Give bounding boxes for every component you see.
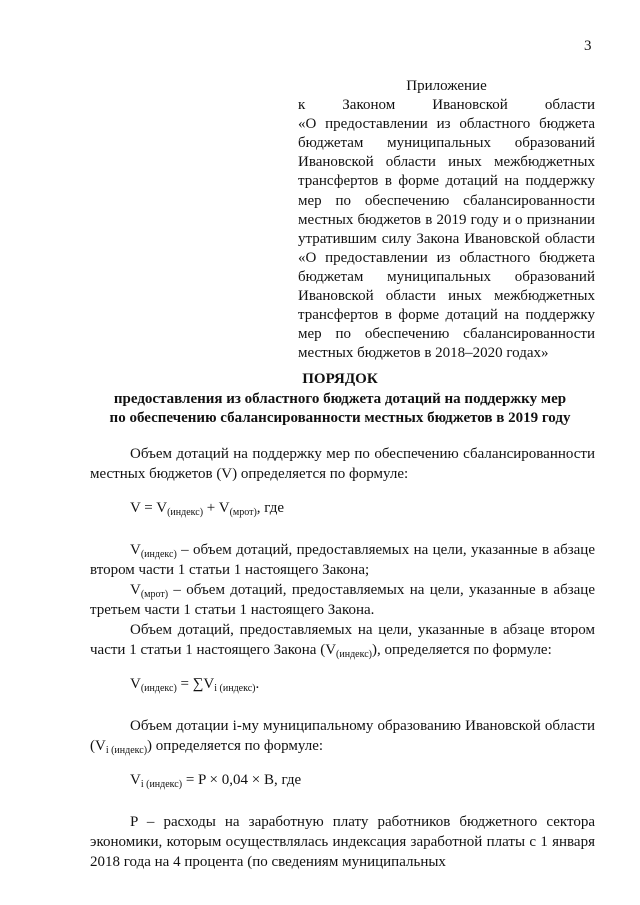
appendix-line: «О предоставлении из областного бюджета <box>298 116 595 133</box>
page-number: 3 <box>584 38 592 54</box>
symbol-subscript: (индекс) <box>140 549 177 560</box>
definition-text: – объем дотаций, предоставляемых на цели, указанные в абзаце третьем части 1 статьи 1 настоящего Закона. <box>90 582 595 618</box>
symbol-subscript: (индекс) <box>336 649 372 660</box>
appendix-line: мер по обеспечению сбалансированности <box>298 192 595 209</box>
paragraph-text: ) определяется по формуле: <box>147 738 324 754</box>
appendix-line: местных бюджетов в 2019 году и о признании <box>298 211 595 228</box>
heading-line: предоставления из областного бюджета дотаций на поддержку мер <box>113 390 567 407</box>
formula-subscript: (индекс) <box>140 683 177 694</box>
appendix-line: утратившим силу Закона Ивановской области <box>298 230 595 247</box>
document-body <box>90 444 595 872</box>
formula-municipal <box>90 770 595 790</box>
symbol: V <box>130 542 141 558</box>
paragraph-definition <box>90 580 595 620</box>
symbol-subscript: (мрот) <box>140 589 169 600</box>
formula-part: V = V <box>130 500 168 516</box>
appendix-line: «О предоставлении из областного бюджета <box>298 249 595 266</box>
formula-part: V <box>130 772 141 788</box>
formula-part: , где <box>256 500 284 516</box>
appendix-line: трансфертов в форме дотаций на поддержку <box>298 173 595 190</box>
appendix-title: Приложение <box>406 78 487 94</box>
formula-subscript: i (индекс) <box>214 683 256 694</box>
formula-subscript: i (индекс) <box>140 779 183 790</box>
symbol-subscript: i (индекс) <box>105 745 148 756</box>
appendix-line: Ивановской области иных межбюджетных <box>298 288 595 305</box>
formula-total <box>90 498 595 518</box>
appendix-block <box>298 77 595 363</box>
heading-line: по обеспечению сбалансированности местных бюджетов в 2019 году <box>109 410 571 426</box>
paragraph <box>90 620 595 660</box>
formula-subscript: (индекс) <box>167 507 204 518</box>
appendix-line: трансфертов в форме дотаций на поддержку <box>298 307 595 324</box>
appendix-line: бюджетам муниципальных образований <box>298 268 595 285</box>
formula-sum <box>90 674 595 694</box>
paragraph-definition <box>90 540 595 580</box>
formula-subscript: (мрот) <box>229 507 257 518</box>
formula-part: . <box>255 676 260 692</box>
paragraph-text: ), определяется по формуле: <box>371 642 552 658</box>
formula-part: = ∑V <box>176 676 215 692</box>
document-heading <box>90 370 590 429</box>
appendix-line: Ивановской области иных межбюджетных <box>298 154 595 171</box>
appendix-line: бюджетам муниципальных образований <box>298 135 595 152</box>
paragraph <box>90 716 595 756</box>
appendix-line: мер по обеспечению сбалансированности <box>298 326 595 343</box>
formula-part: + V <box>203 500 230 516</box>
formula-part: = P × 0,04 × B, где <box>182 772 302 788</box>
appendix-line: местных бюджетов в 2018–2020 годах» <box>298 345 549 362</box>
heading-title: ПОРЯДОК <box>302 371 378 387</box>
paragraph: Объем дотаций на поддержку мер по обеспечению сбалансированности местных бюджетов (V) определяется по формуле: <box>90 446 595 482</box>
paragraph-text: Объем дотаций, предоставляемых на цели, указанные в абзаце втором части 1 статьи 1 настоящего Закона (V <box>90 622 595 658</box>
formula-part: V <box>130 676 141 692</box>
appendix-line: к Законом Ивановской области <box>298 97 595 114</box>
definition-text: – объем дотаций, предоставляемых на цели, указанные в абзаце втором части 1 статьи 1 настоящего Закона; <box>90 542 595 578</box>
symbol: V <box>130 582 141 598</box>
paragraph-text: Объем дотации i-му муниципальному образованию Ивановской области (V <box>90 718 595 754</box>
paragraph: P – расходы на заработную плату работников бюджетного сектора экономики, которым осуществлялась индексация заработной платы с 1 января 2018 года на 4 процента (по сведениям муниципальных <box>90 814 595 870</box>
